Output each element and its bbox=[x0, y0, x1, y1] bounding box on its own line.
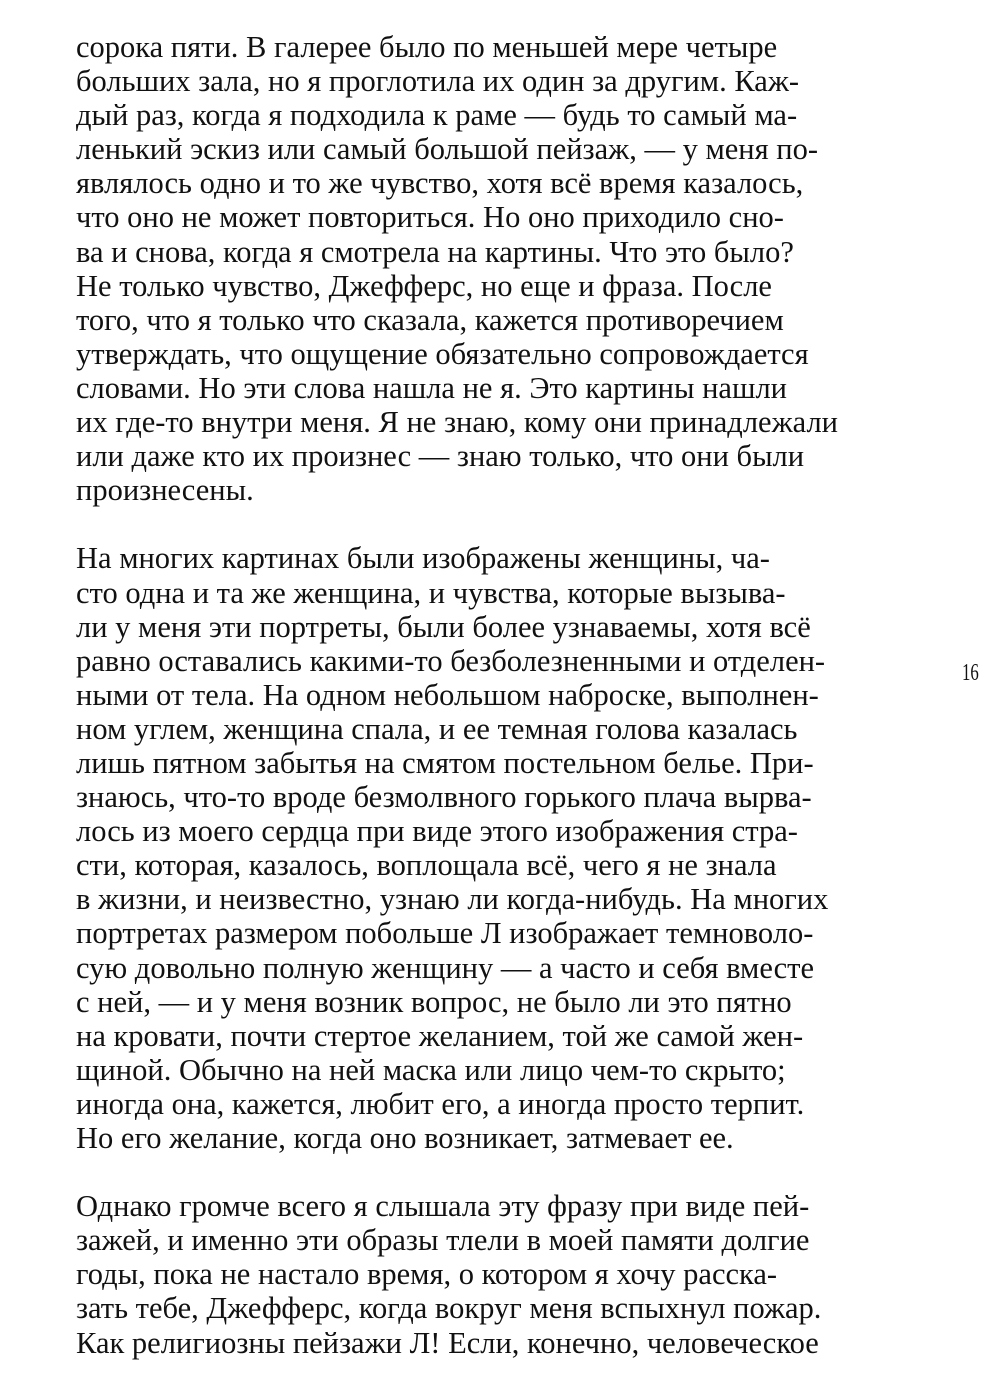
text-line: в жизни, и неизвестно, узнаю ли когда-нибудь. На многих bbox=[76, 882, 829, 917]
text-line: или даже кто их произнес — знаю только, что они были bbox=[76, 439, 805, 474]
text-line: дый раз, когда я подходила к раме — будь то самый ма- bbox=[76, 98, 798, 133]
text-line: равно оставались какими-то безболезненными и отделен- bbox=[76, 643, 826, 678]
text-line: сти, которая, казалось, воплощала всё, чего я не знала bbox=[76, 848, 777, 883]
paragraph-3 bbox=[76, 1189, 876, 1359]
text-body bbox=[76, 30, 876, 1360]
text-line: знаюсь, что-то вроде безмолвного горького плача вырва- bbox=[76, 780, 812, 815]
text-line: больших зала, но я проглотила их один за другим. Каж- bbox=[76, 64, 800, 99]
text-line: щиной. Обычно на ней маска или лицо чем-то скрыто; bbox=[76, 1052, 786, 1087]
text-line: сорока пяти. В галерее было по меньшей мере четыре bbox=[76, 30, 778, 64]
paragraph-2 bbox=[76, 541, 876, 1155]
text-line: сто одна и та же женщина, и чувства, которые вызыва- bbox=[76, 575, 786, 610]
text-line: зать тебе, Джефферс, когда вокруг меня вспыхнул пожар. bbox=[76, 1291, 822, 1326]
text-line: Не только чувство, Джефферс, но еще и фраза. После bbox=[76, 268, 772, 303]
text-line: ленький эскиз или самый большой пейзаж, — у меня по- bbox=[76, 132, 819, 167]
text-line: произнесены. bbox=[76, 473, 254, 508]
page-number: 16 bbox=[962, 660, 979, 686]
paragraph-1 bbox=[76, 30, 876, 507]
text-line: ными от тела. На одном небольшом наброске, выполнен- bbox=[76, 677, 819, 712]
text-line: иногда она, кажется, любит его, а иногда просто терпит. bbox=[76, 1086, 805, 1121]
text-line: ва и снова, когда я смотрела на картины. Что это было? bbox=[76, 234, 794, 269]
text-line: годы, пока не настало время, о котором я хочу расска- bbox=[76, 1257, 778, 1292]
text-line: портретах размером побольше Л изображает темноволо- bbox=[76, 916, 814, 951]
text-line: зажей, и именно эти образы тлели в моей памяти долгие bbox=[76, 1223, 810, 1258]
text-line: словами. Но эти слова нашла не я. Это картины нашли bbox=[76, 370, 788, 405]
text-line: ли у меня эти портреты, были более узнаваемы, хотя всё bbox=[76, 609, 811, 644]
text-line: ном углем, женщина спала, и ее темная голова казалась bbox=[76, 711, 798, 746]
text-line: утверждать, что ощущение обязательно сопровождается bbox=[76, 336, 809, 371]
text-line: Однако громче всего я слышала эту фразу при виде пей- bbox=[76, 1189, 810, 1224]
text-line: того, что я только что сказала, кажется противоречием bbox=[76, 302, 784, 337]
text-line: На многих картинах были изображены женщины, ча- bbox=[76, 541, 770, 576]
text-line: что оно не может повториться. Но оно приходило сно- bbox=[76, 200, 784, 235]
paragraph-gap bbox=[76, 1155, 876, 1189]
text-line: на кровати, почти стертое желанием, той же самой жен- bbox=[76, 1018, 804, 1053]
paragraph-gap bbox=[76, 507, 876, 541]
text-line: лось из моего сердца при виде этого изображения стра- bbox=[76, 814, 798, 849]
text-line: лишь пятном забытья на смятом постельном белье. При- bbox=[76, 745, 814, 780]
text-line: Но его желание, когда оно возникает, затмевает ее. bbox=[76, 1121, 734, 1155]
text-line: их где-то внутри меня. Я не знаю, кому они принадлежали bbox=[76, 405, 838, 440]
text-line: с ней, — и у меня возник вопрос, не было ли это пятно bbox=[76, 984, 792, 1019]
text-line: сую довольно полную женщину — а часто и себя вместе bbox=[76, 950, 815, 985]
text-line: являлось одно и то же чувство, хотя всё время казалось, bbox=[76, 166, 804, 201]
text-line: Как религиозны пейзажи Л! Если, конечно, человеческое bbox=[76, 1325, 819, 1360]
